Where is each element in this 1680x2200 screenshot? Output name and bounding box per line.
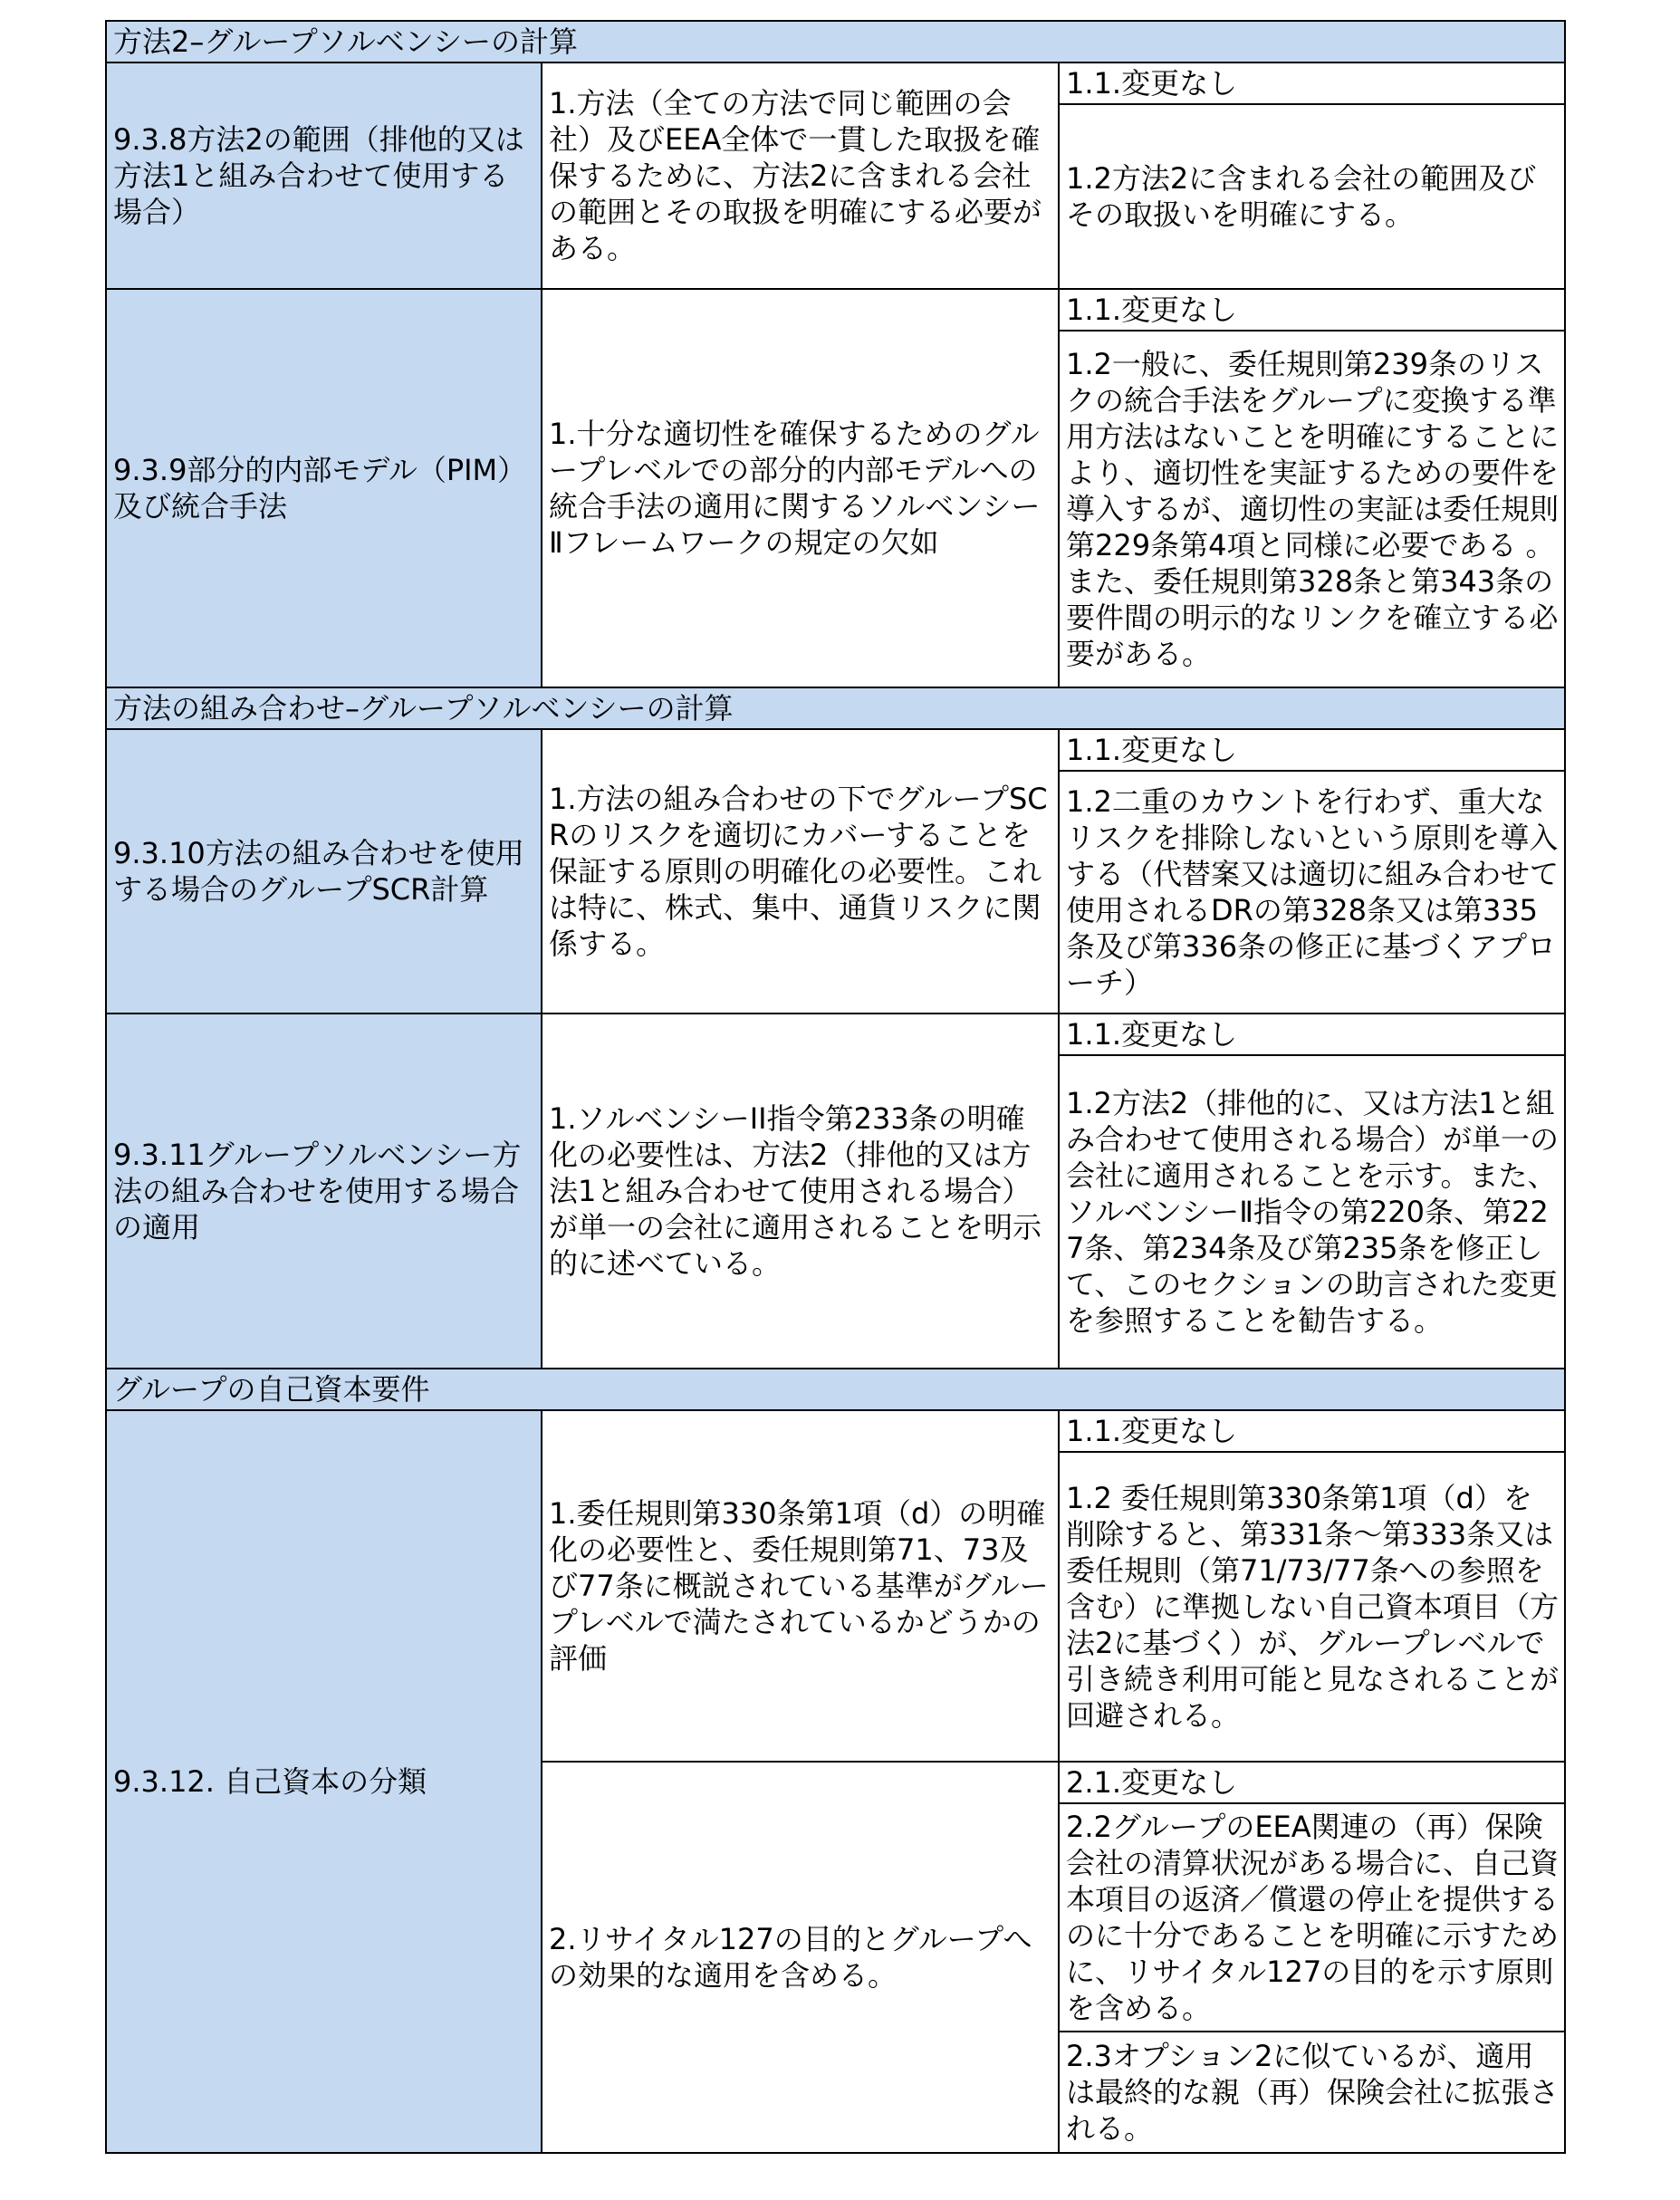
issue-cell-9-3-11: 1.ソルベンシーII指令第233条の明確化の必要性は、方法2（排他的又は方法1と組み合わせて使用される場合）が単一の会社に適用されることを明示的に述べている。	[542, 1014, 1059, 1369]
response-cell-no-change: 1.1.変更なし	[1059, 1014, 1565, 1055]
table-row	[106, 1410, 1565, 1452]
response-cell: 1.2方法2に含まれる会社の範囲及びその取扱いを明確にする。	[1059, 104, 1565, 289]
policy-table	[105, 20, 1566, 2154]
section-header-row	[106, 687, 1565, 729]
response-cell: 2.2グループのEEA関連の（再）保険会社の清算状況がある場合に、自己資本項目の返済／償還の停止を提供するのに十分であることを明確に示すために、リサイタル127の目的を示す原則を含める。	[1059, 1803, 1565, 2032]
section-header-own-funds: グループの自己資本要件	[106, 1369, 1565, 1410]
table-row	[106, 729, 1565, 771]
issue-cell-9-3-12-2: 2.リサイタル127の目的とグループへの効果的な適用を含める。	[542, 1762, 1059, 2153]
section-header-row	[106, 1369, 1565, 1410]
issue-cell-9-3-8: 1.方法（全ての方法で同じ範囲の会社）及びEEA全体で一貫した取扱を確保するために、方法2に含まれる会社の範囲とその取扱を明確にする必要がある。	[542, 62, 1059, 289]
table-row	[106, 62, 1565, 104]
response-cell-no-change: 1.1.変更なし	[1059, 1410, 1565, 1452]
topic-cell-9-3-10: 9.3.10方法の組み合わせを使用する場合のグループSCR計算	[106, 729, 542, 1014]
response-cell: 1.2 委任規則第330条第1項（d）を削除すると、第331条～第333条又は委任規則（第71/73/77条への参照を含む）に準拠しない自己資本項目（方法2に基づく）が、グループレベルで引き続き利用可能と見なされることが回避される。	[1059, 1452, 1565, 1762]
response-cell-no-change: 2.1.変更なし	[1059, 1762, 1565, 1803]
response-cell: 1.2一般に、委任規則第239条のリスクの統合手法をグループに変換する準用方法はないことを明確にすることにより、適切性を実証するための要件を導入するが、適切性の実証は委任規則第229条第4項と同様に必要である 。また、委任規則第328条と第343条の要件間の明示的なリンクを確立する必要がある。	[1059, 331, 1565, 687]
section-header-combination: 方法の組み合わせ–グループソルベンシーの計算	[106, 687, 1565, 729]
issue-cell-9-3-12-1: 1.委任規則第330条第1項（d）の明確化の必要性と、委任規則第71、73及び77条に概説されている基準がグループレベルで満たされているかどうかの評価	[542, 1410, 1059, 1762]
issue-cell-9-3-9: 1.十分な適切性を確保するためのグループレベルでの部分的内部モデルへの統合手法の適用に関するソルベンシーⅡフレームワークの規定の欠如	[542, 289, 1059, 687]
section-header-row	[106, 21, 1565, 62]
issue-cell-9-3-10: 1.方法の組み合わせの下でグループSCRのリスクを適切にカバーすることを保証する原則の明確化の必要性。これは特に、株式、集中、通貨リスクに関係する。	[542, 729, 1059, 1014]
topic-cell-9-3-12: 9.3.12. 自己資本の分類	[106, 1410, 542, 2153]
topic-cell-9-3-8: 9.3.8方法2の範囲（排他的又は方法1と組み合わせて使用する場合）	[106, 62, 542, 289]
response-cell-no-change: 1.1.変更なし	[1059, 729, 1565, 771]
response-cell-no-change: 1.1.変更なし	[1059, 289, 1565, 331]
table-row	[106, 289, 1565, 331]
response-cell-no-change: 1.1.変更なし	[1059, 62, 1565, 104]
response-cell: 1.2二重のカウントを行わず、重大なリスクを排除しないという原則を導入する（代替案又は適切に組み合わせて使用されるDRの第328条又は第335条及び第336条の修正に基づくアプローチ）	[1059, 771, 1565, 1014]
topic-cell-9-3-9: 9.3.9部分的内部モデル（PIM）及び統合手法	[106, 289, 542, 687]
table-row	[106, 1014, 1565, 1055]
section-header-method2: 方法2–グループソルベンシーの計算	[106, 21, 1565, 62]
topic-cell-9-3-11: 9.3.11グループソルベンシー方法の組み合わせを使用する場合の適用	[106, 1014, 542, 1369]
response-cell: 1.2方法2（排他的に、又は方法1と組み合わせて使用される場合）が単一の会社に適用されることを示す。また、ソルベンシーⅡ指令の第220条、第227条、第234条及び第235条を修正して、このセクションの助言された変更を参照することを勧告する。	[1059, 1055, 1565, 1369]
response-cell: 2.3オプション2に似ているが、適用は最終的な親（再）保険会社に拡張される。	[1059, 2032, 1565, 2153]
